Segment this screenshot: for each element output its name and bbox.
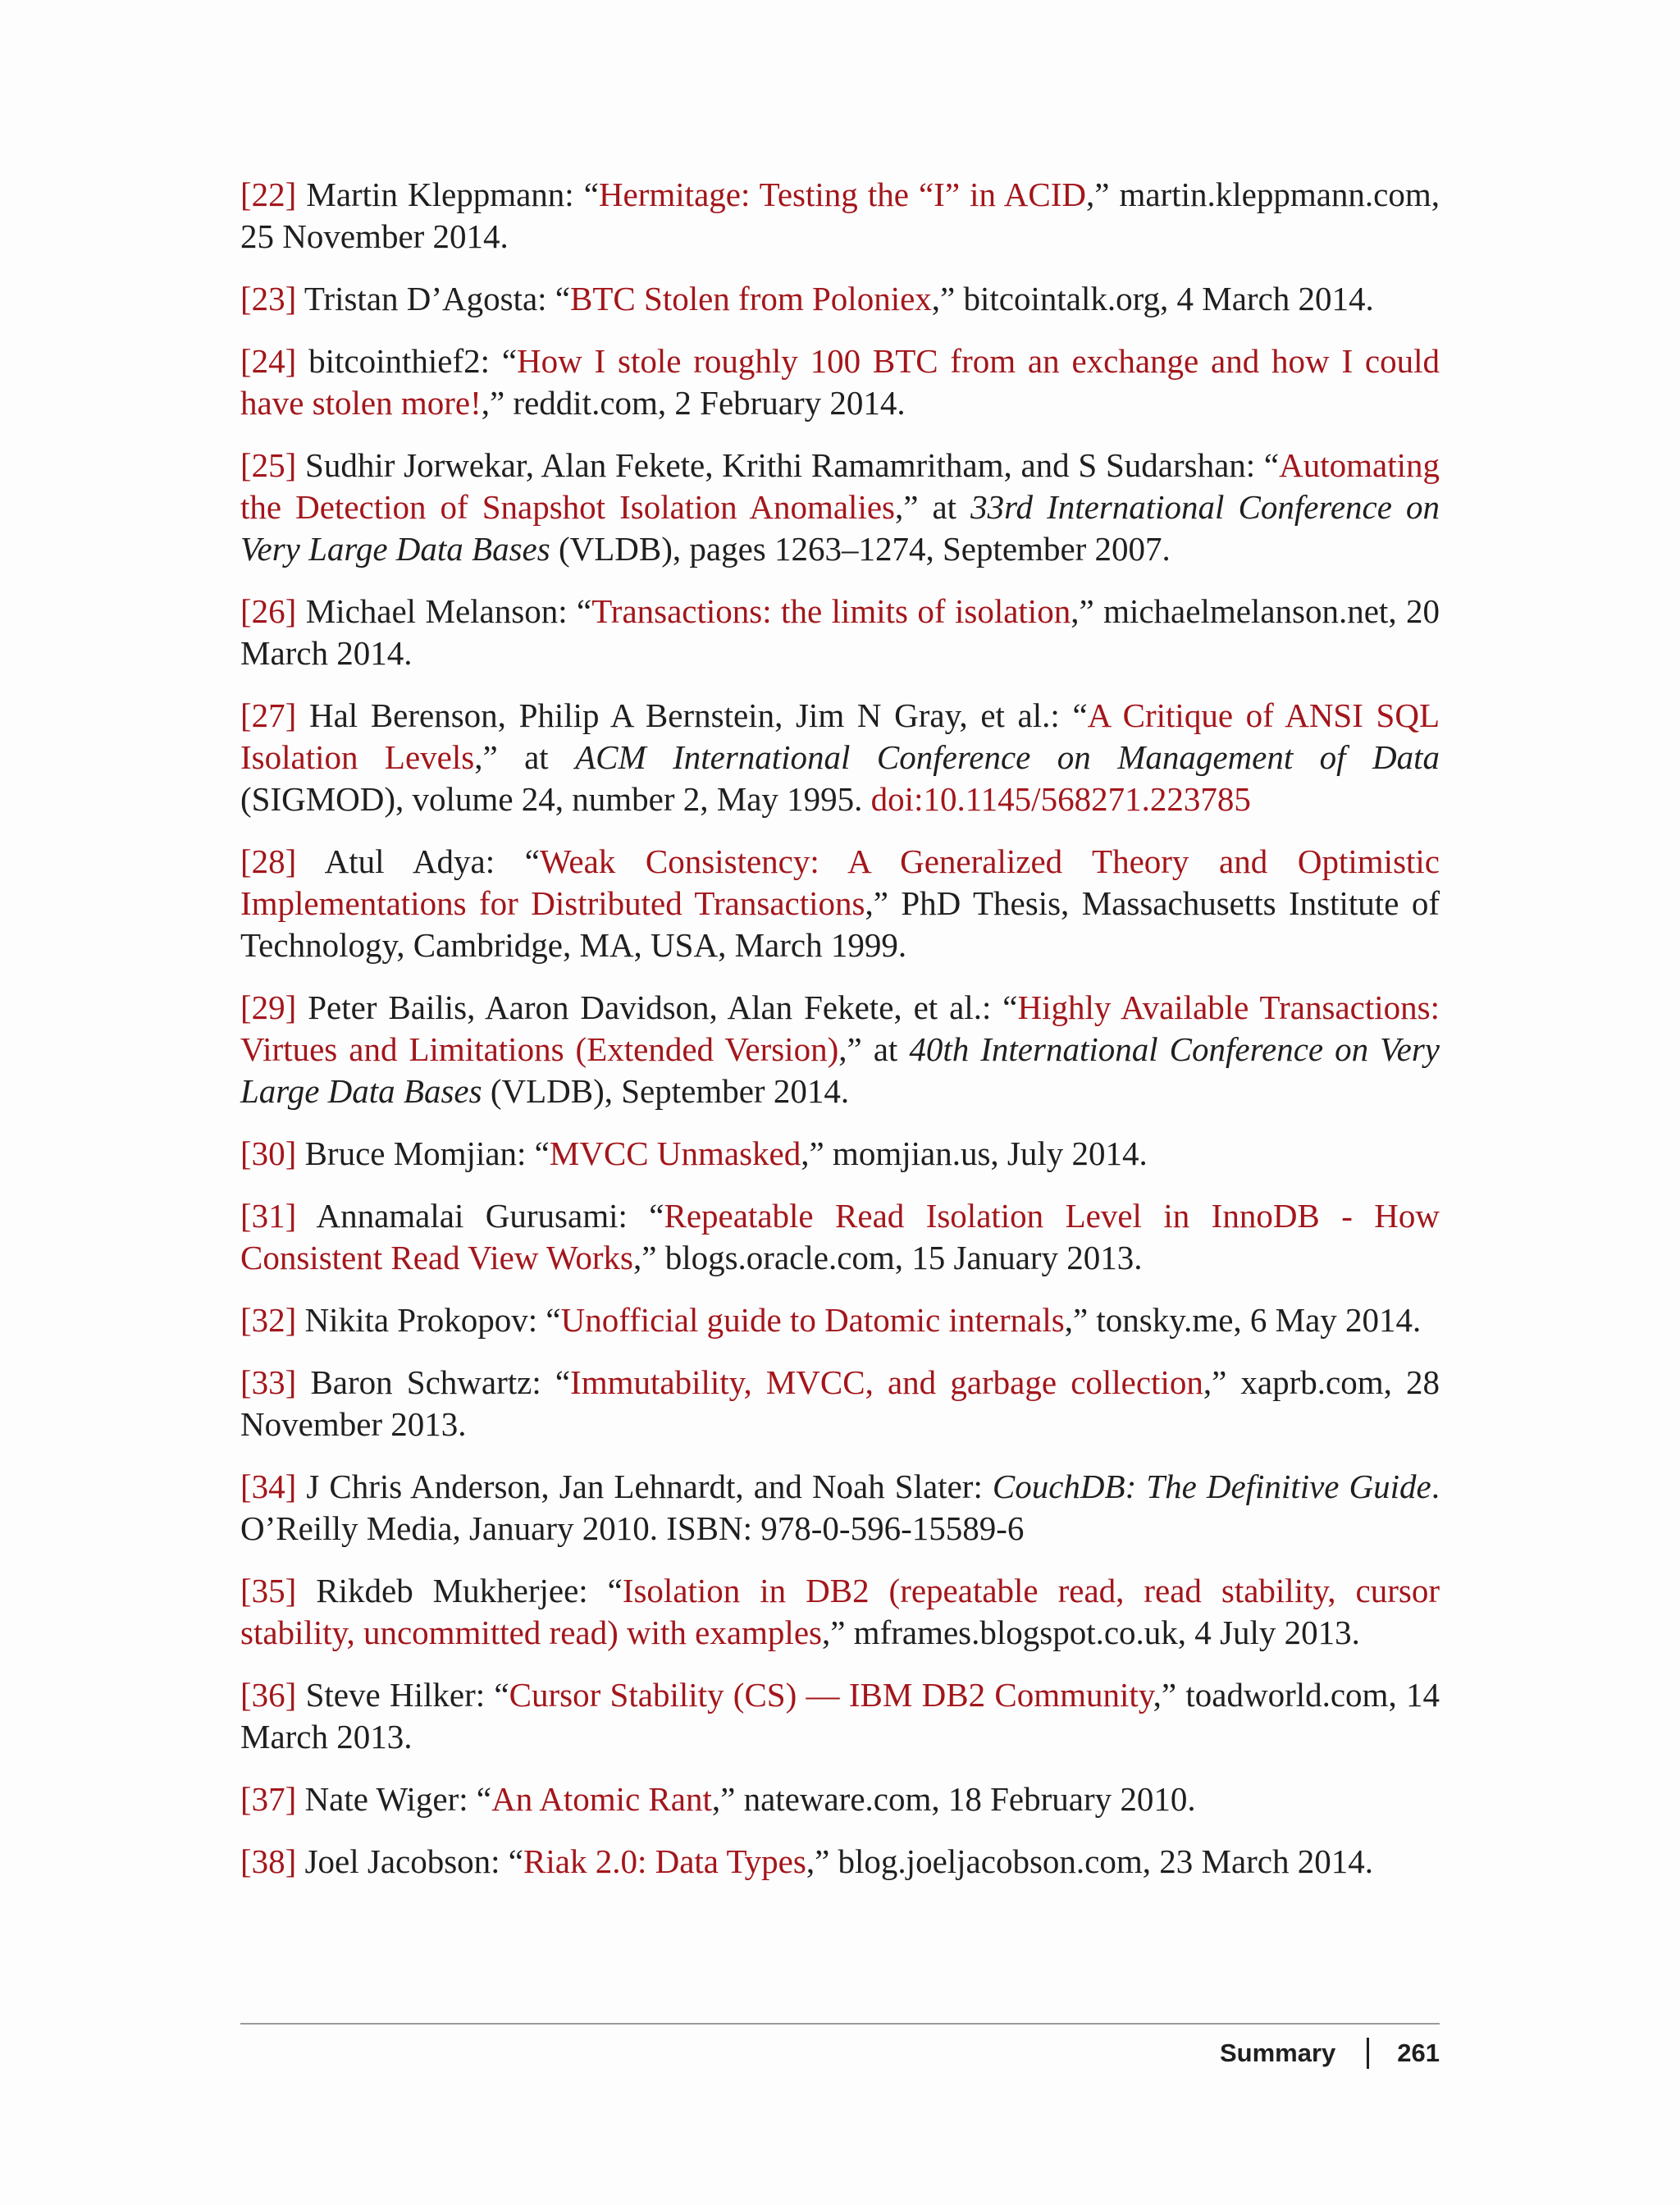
reference-authors: Nikita Prokopov: “	[296, 1301, 561, 1339]
reference-authors: Peter Bailis, Aaron Davidson, Alan Fekete, et al.: “	[296, 988, 1018, 1026]
reference-authors: Steve Hilker: “	[296, 1676, 509, 1714]
reference-number[interactable]: [25]	[240, 446, 297, 484]
reference-number[interactable]: [31]	[240, 1197, 297, 1235]
reference-venue: 40th International Conference on Very Large Data Bases	[240, 1030, 1440, 1110]
reference-source: ,” martin.kleppmann.com, 25 November 2014.	[240, 176, 1440, 255]
reference-authors: Sudhir Jorwekar, Alan Fekete, Krithi Ramamritham, and S Sudarshan: “	[296, 446, 1280, 484]
reference-source: ,” blog.joeljacobson.com, 23 March 2014.	[806, 1842, 1373, 1880]
reference-authors: bitcointhief2: “	[296, 342, 518, 380]
reference-source: ,” tonsky.me, 6 May 2014.	[1064, 1301, 1422, 1339]
reference-title-link[interactable]: Weak Consistency: A Generalized Theory and Optimistic Implementations for Distributed Transactions	[240, 842, 1440, 922]
reference-authors: Michael Melanson: “	[296, 592, 592, 630]
reference-26	[240, 591, 1440, 674]
footer-separator	[1367, 2038, 1369, 2069]
reference-connector: ,” at	[838, 1030, 910, 1068]
reference-venue: 33rd International Conference on Very Large Data Bases	[240, 488, 1440, 568]
reference-23	[240, 278, 1440, 320]
reference-title-link[interactable]: Cursor Stability (CS) — IBM DB2 Community	[509, 1676, 1153, 1714]
reference-number[interactable]: [33]	[240, 1363, 297, 1401]
reference-authors: Baron Schwartz: “	[296, 1363, 571, 1401]
reference-doi-link[interactable]: doi:10.1145/568271.223785	[870, 780, 1251, 818]
reference-source: ,” bitcointalk.org, 4 March 2014.	[931, 280, 1374, 317]
reference-28	[240, 841, 1440, 966]
reference-source: ,” nateware.com, 18 February 2010.	[711, 1780, 1196, 1818]
reference-source: (VLDB), September 2014.	[482, 1072, 850, 1110]
reference-33	[240, 1362, 1440, 1445]
reference-31	[240, 1195, 1440, 1279]
reference-title-link[interactable]: Unofficial guide to Datomic internals	[560, 1301, 1065, 1339]
reference-title-link[interactable]: MVCC Unmasked	[549, 1134, 801, 1172]
reference-30	[240, 1133, 1440, 1175]
reference-authors: J Chris Anderson, Jan Lehnardt, and Noah Slater:	[296, 1468, 993, 1505]
reference-number[interactable]: [24]	[240, 342, 297, 380]
reference-source: . O’Reilly Media, January 2010. ISBN: 978-0-596-15589-6	[240, 1468, 1440, 1547]
reference-32	[240, 1299, 1440, 1341]
reference-36	[240, 1674, 1440, 1758]
reference-number[interactable]: [38]	[240, 1842, 297, 1880]
reference-title-link[interactable]: Isolation in DB2 (repeatable read, read stability, cursor stability, uncommitted read) with examples	[240, 1572, 1440, 1651]
reference-title-link[interactable]: Hermitage: Testing the “I” in ACID	[598, 176, 1086, 213]
reference-title-link[interactable]: Transactions: the limits of isolation	[591, 592, 1071, 630]
reference-source: ,” blogs.oracle.com, 15 January 2013.	[633, 1239, 1143, 1276]
reference-34	[240, 1466, 1440, 1550]
reference-connector: ,” at	[474, 738, 576, 776]
reference-number[interactable]: [27]	[240, 696, 297, 734]
page-number: 261	[1397, 2038, 1440, 2067]
footer-divider	[240, 2023, 1440, 2025]
reference-25	[240, 445, 1440, 570]
reference-source: ,” xaprb.com, 28 November 2013.	[240, 1363, 1440, 1443]
reference-source: ,” PhD Thesis, Massachusetts Institute of Technology, Cambridge, MA, USA, March 1999.	[240, 884, 1440, 964]
reference-source: ,” toadworld.com, 14 March 2013.	[240, 1676, 1440, 1755]
reference-authors: Atul Adya: “	[296, 842, 540, 880]
reference-authors: Rikdeb Mukherjee: “	[296, 1572, 623, 1609]
reference-venue: ACM International Conference on Management of Data	[575, 738, 1440, 776]
reference-title-link[interactable]: How I stole roughly 100 BTC from an exchange and how I could have stolen more!	[240, 342, 1440, 422]
reference-29	[240, 987, 1440, 1112]
reference-authors: Tristan D’Agosta: “	[296, 280, 571, 317]
reference-35	[240, 1570, 1440, 1654]
reference-authors: Annamalai Gurusami: “	[296, 1197, 664, 1235]
reference-source: ,” momjian.us, July 2014.	[801, 1134, 1148, 1172]
reference-number[interactable]: [23]	[240, 280, 297, 317]
footer-section-title: Summary	[1219, 2038, 1336, 2067]
reference-title-link[interactable]: BTC Stolen from Poloniex	[570, 280, 932, 317]
reference-title-link[interactable]: A Critique of ANSI SQL Isolation Levels	[240, 696, 1440, 776]
reference-authors: Bruce Momjian: “	[296, 1134, 550, 1172]
reference-number[interactable]: [26]	[240, 592, 297, 630]
reference-source: ,” reddit.com, 2 February 2014.	[481, 384, 906, 422]
reference-number[interactable]: [36]	[240, 1676, 297, 1714]
reference-number[interactable]: [35]	[240, 1572, 297, 1609]
reference-authors: Joel Jacobson: “	[296, 1842, 524, 1880]
reference-title-link[interactable]: Automating the Detection of Snapshot Isolation Anomalies	[240, 446, 1440, 526]
reference-list	[240, 174, 1440, 1903]
reference-authors: Nate Wiger: “	[296, 1780, 492, 1818]
reference-title-link[interactable]: Riak 2.0: Data Types	[523, 1842, 806, 1880]
reference-number[interactable]: [30]	[240, 1134, 297, 1172]
reference-number[interactable]: [37]	[240, 1780, 297, 1818]
reference-number[interactable]: [28]	[240, 842, 297, 880]
reference-authors: Hal Berenson, Philip A Bernstein, Jim N Gray, et al.: “	[296, 696, 1088, 734]
reference-number[interactable]: [29]	[240, 988, 297, 1026]
page-footer	[1220, 2033, 1440, 2074]
reference-title-link[interactable]: An Atomic Rant	[491, 1780, 712, 1818]
reference-number[interactable]: [34]	[240, 1468, 297, 1505]
reference-title-link[interactable]: Immutability, MVCC, and garbage collection	[570, 1363, 1203, 1401]
reference-source: (SIGMOD), volume 24, number 2, May 1995.	[240, 780, 871, 818]
reference-number[interactable]: [22]	[240, 176, 297, 213]
reference-number[interactable]: [32]	[240, 1301, 297, 1339]
reference-27	[240, 695, 1440, 820]
reference-book-title: CouchDB: The Definitive Guide	[992, 1468, 1431, 1505]
reference-connector: ,” at	[895, 488, 971, 526]
reference-24	[240, 340, 1440, 424]
reference-authors: Martin Kleppmann: “	[296, 176, 599, 213]
reference-37	[240, 1778, 1440, 1820]
reference-source: (VLDB), pages 1263–1274, September 2007.	[550, 530, 1171, 568]
reference-title-link[interactable]: Highly Available Transactions: Virtues and Limitations (Extended Version)	[240, 988, 1440, 1068]
reference-source: ,” mframes.blogspot.co.uk, 4 July 2013.	[821, 1614, 1360, 1651]
reference-source: ,” michaelmelanson.net, 20 March 2014.	[240, 592, 1440, 672]
reference-title-link[interactable]: Repeatable Read Isolation Level in InnoDB - How Consistent Read View Works	[240, 1197, 1440, 1276]
reference-38	[240, 1841, 1440, 1883]
reference-22	[240, 174, 1440, 258]
